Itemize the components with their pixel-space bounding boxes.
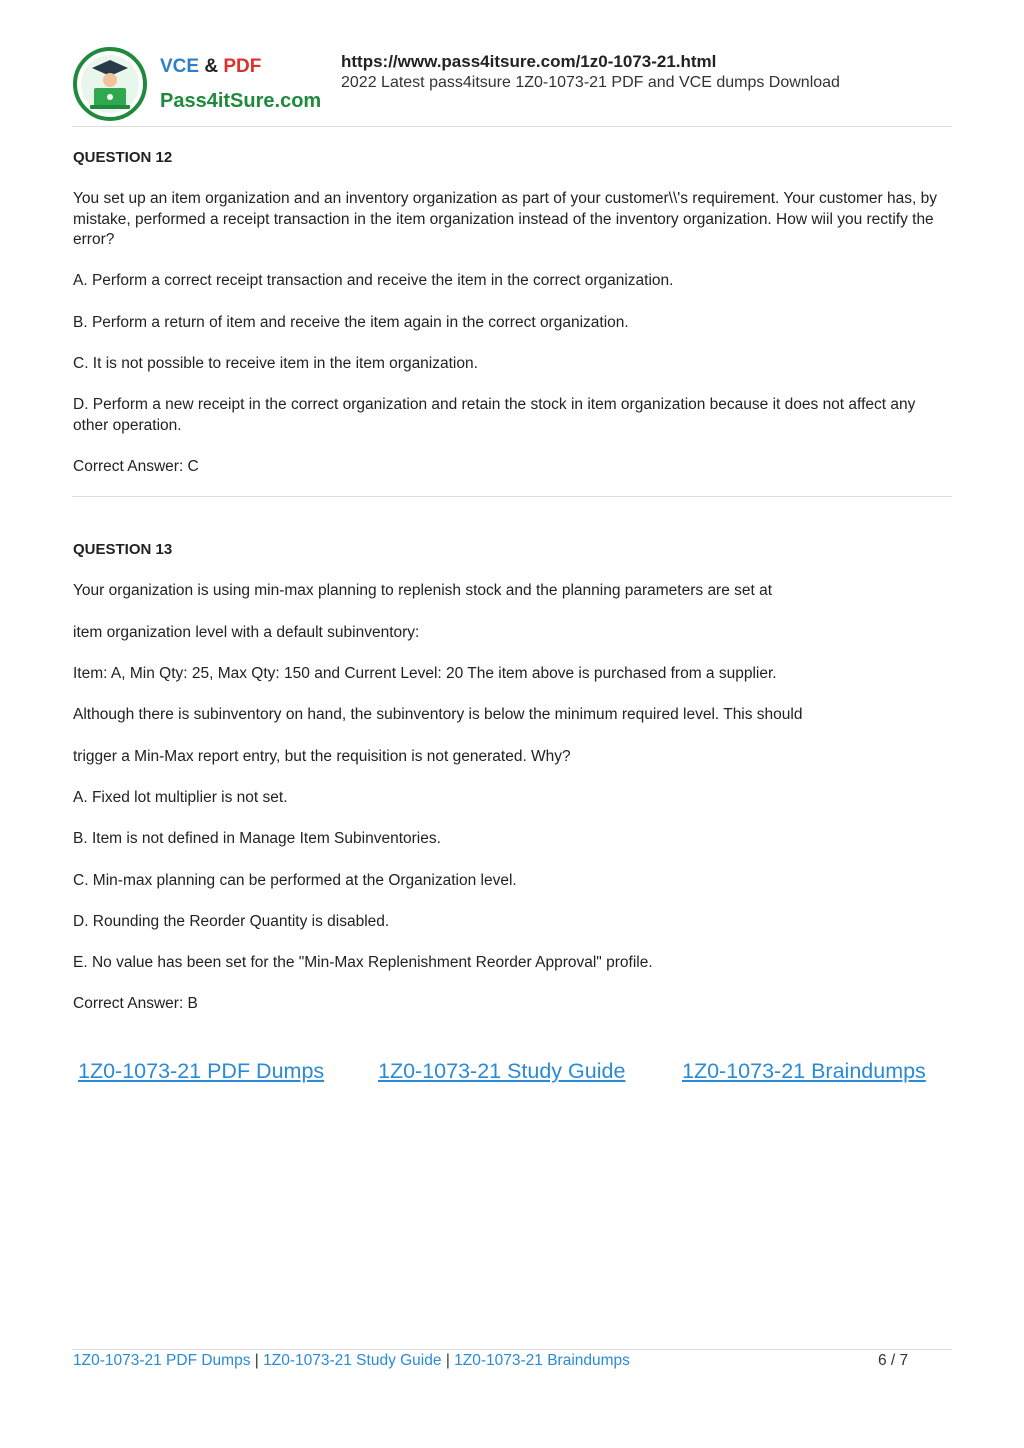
question-13-line-2: item organization level with a default subinventory: [73,624,420,641]
footer-pdf-dumps-link[interactable]: 1Z0-1073-21 PDF Dumps [73,1352,251,1369]
question-13-line-4: Although there is subinventory on hand, the subinventory is below the minimum required level. This should [73,706,803,723]
footer-separator: | [254,1352,259,1369]
question-13-option-a: A. Fixed lot multiplier is not set. [73,789,288,806]
question-13-title: QUESTION 13 [73,541,173,558]
question-13-option-b: B. Item is not defined in Manage Item Subinventories. [73,830,441,847]
question-13-line-3: Item: A, Min Qty: 25, Max Qty: 150 and Current Level: 20 The item above is purchased from a supplier. [73,665,777,682]
header-subtitle: 2022 Latest pass4itsure 1Z0-1073-21 PDF and VCE dumps Download [341,74,840,91]
logo-vce-pdf-text [160,56,261,78]
question-12-option-c: C. It is not possible to receive item in the item organization. [73,355,478,372]
question-13-option-d: D. Rounding the Reorder Quantity is disabled. [73,913,390,930]
question-12-option-a: A. Perform a correct receipt transaction and receive the item in the correct organization. [73,272,674,289]
footer-study-guide-link[interactable]: 1Z0-1073-21 Study Guide [263,1352,442,1369]
question-13-line-1: Your organization is using min-max planning to replenish stock and the planning parameters are set at [73,582,773,599]
question-12-title: QUESTION 12 [73,149,173,166]
pass4itsure-logo [72,46,322,122]
question-12-stem: You set up an item organization and an inventory organization as part of your customer\\'s requirement. Your customer has, by mistake, performed a receipt transaction in the item organization instead of the inventory organization. How wiil you rectify the error? [73,190,937,248]
pdf-dumps-link[interactable]: 1Z0-1073-21 PDF Dumps [78,1059,325,1083]
footer-links [73,1352,630,1370]
question-divider [72,496,952,497]
logo-amp: & [204,56,219,77]
braindumps-link[interactable]: 1Z0-1073-21 Braindumps [682,1059,926,1083]
footer-separator: | [445,1352,450,1369]
question-13-answer: Correct Answer: B [73,995,198,1012]
question-13-line-5: trigger a Min-Max report entry, but the requisition is not generated. Why? [73,748,571,765]
graduate-laptop-icon [72,46,152,122]
question-12-answer: Correct Answer: C [73,458,199,475]
question-12-option-d: D. Perform a new receipt in the correct organization and retain the stock in item organization because it does not affect any other operation. [73,396,916,434]
header-url[interactable]: https://www.pass4itsure.com/1z0-1073-21.html [341,52,717,71]
question-13-option-c: C. Min-max planning can be performed at the Organization level. [73,872,517,889]
logo-vce: VCE [160,56,200,77]
footer-braindumps-link[interactable]: 1Z0-1073-21 Braindumps [454,1352,630,1369]
question-13-option-e: E. No value has been set for the "Min-Max Replenishment Reorder Approval" profile. [73,954,653,971]
header-divider [72,126,952,127]
study-guide-link[interactable]: 1Z0-1073-21 Study Guide [378,1059,626,1083]
footer-divider [72,1349,952,1350]
logo-site-name: Pass4itSure.com [160,90,322,112]
page-number: 6 / 7 [878,1352,909,1369]
question-12-option-b: B. Perform a return of item and receive the item again in the correct organization. [73,314,629,331]
logo-pdf: PDF [223,56,262,77]
